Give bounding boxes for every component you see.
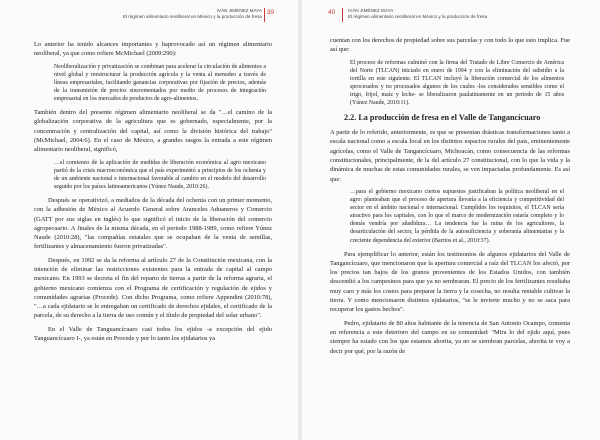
body-paragraph: Después se operativizó, a mediados de la década del ochenta con un primer momento, con la adhesión de México al Acuerdo General sobre Aranceles Aduaneros y Comercio (GATT por sus siglas en inglés) lo que significó el inicio de la liberación del comercio agropecuario. A finales de la misma década, en el periodo 1988-1989, como refiere Yúnez Naude (2010:28), "las compañías estatales que se ocupaban de la venta de semillas, fertilizantes y almacenamiento fueron privatizadas".	[34, 196, 272, 251]
right-page-number: 40	[328, 9, 336, 16]
left-page	[0, 0, 298, 440]
body-paragraph: A partir de lo referido, anteriormente, es que se presentan drásticas transformaciones tanto a escala nacional como a escala local en los distintos espacios rurales del país, eminentemente agrícolas, como el Valle de Tangancícuaro, Michoacán, como consecuencia de las reformas constitucionales, principalmente, de la del artículo 27 constitucional, con lo que la vida y la dinámica de muchas de estas comunidades rurales, se ven impactadas profundamente. Es así que:	[330, 129, 570, 183]
block-quote: …el comienzo de la aplicación de medidas de liberación económica al agro mexicano partió de la crisis macroeconómica que el país experimentó a principios de los ochenta y de un ambiente nacional e internacional favorable al cambio en el modelo del desarrollo seguido por los países latinoamericanos (Yúnez Naude, 2010:26).	[54, 159, 266, 190]
body-paragraph: cuentan con los derechos de propiedad sobre sus parcelas y con todo lo que esto implica. Fue así que:	[330, 37, 570, 54]
right-page	[302, 0, 600, 440]
block-quote: Neoliberalización y privatización se combinan para acelerar la circulación de alimentos a nivel global y reestructurar la producción agrícola y la venta al menudeo a través de líneas empresariales, facilitando ganancias corporativas por fijación de precios, además de la transmisión de precios sincrementados por medio de procesos de integración empresarial en los mercados de productos de agro-alimentos.	[54, 63, 266, 102]
right-running-header	[348, 8, 487, 20]
block-quote: El proceso de reformas culminó con la firma del Tratado de Libre Comercio de América del Norte (TLCAN) iniciado en enero de 1994 y con la eliminación del subsidio a la tortilla en este siguiente. El TLCAN incluyó la liberación comercial de los alimentos sprocesados y no procesados algunos de los cuales -los considerados sensibles como el trigo, frijol, maíz y leche- se liberalizaron paulatinamente en un periodo de 15 años (Yúnez Naude, 2010:11).	[350, 59, 564, 107]
left-header-title: El régimen alimentario neoliberal en México y la producción de fresa	[122, 14, 262, 19]
body-paragraph: También dentro del presente régimen alimentario neoliberal se da "…el camino de la globalización corporativa de la agricultura que es gobernado, especialmente, por la concentración y centralización del capital, así como la división histórica del trabajo" (McMichael, 2004:6). En el caso de México, a grandes rasgos la entrada a este régimen alimentario neoliberal, significó,	[34, 109, 272, 154]
right-header-author: IVÁN JIMÉNEZ MAYA	[348, 8, 394, 13]
right-page-body	[330, 36, 570, 360]
left-header-rule	[264, 8, 265, 22]
left-running-header	[123, 8, 262, 20]
right-header-title: El régimen alimentario neoliberal en México y la producción de fresa	[348, 14, 488, 19]
left-header-author: IVÁN JIMÉNEZ MAYA	[216, 8, 262, 13]
body-paragraph: En el Valle de Tanguancícuaro casi todos los ejidos -a excepción del ejido Tanguancícuaro I-, ya están en Procede y por lo tanto los ejidatarios ya	[34, 325, 272, 343]
body-paragraph: Para ejemplificar lo anterior, están los testimonios de algunos ejidatarios del Valle de Tangancícuaro, que mencionaron que la apertura comercial a raíz del TLCAN los afectó, por los precios tan bajos de los granos provenientes de los Estados Unidos, con también descendió a los campesinos para que ya no sembraran. El precio de los fertilizantes resultaba muy caro y más los costos para preparar la tierra y la cosecha, no resulta rentable cultivar la tierra. Y como mencionaron distintos ejidatarios, "se le invierte mucho y no se saca para recuperar los gastos hechos".	[330, 250, 570, 314]
left-page-number: 39	[266, 9, 274, 16]
body-paragraph: Pedro, ejidatario de 80 años habitante de la tenencia de San Antonio Ocampo, comenta en referencia a este deterioro del campo en su comunidad: "Mira lo del ejido aquí, pues siempre ha estado con los que estamos ahorita, ya no se siembran parcelas, ahorita te voy a decir por qué, por la razón de	[330, 319, 570, 355]
right-header-rule	[342, 8, 343, 22]
block-quote: …para el gobierno mexicano ciertos supuestos justificaban la política neoliberal en el agro: planteaban que el proceso de apertura llevaría a la eficiencia y competitividad del sector en el ámbito nacional e internacional. Cumplidos los requisitos, el TLCAN sería atractivo para los capitales, con lo que el marco de modernización estaría completo y lo demás vendría por añadidura… La tendencia fue la ruina de los agricultores, la desarticulación del sector, la pérdida de la autosuficiencia y soberanía alimentarias y la creciente dependencia del exterior (Barrios et al., 2010:37).	[350, 188, 564, 244]
section-heading: 2.2. La producción de fresa en el Valle de Tangancícuaro	[344, 113, 541, 123]
body-paragraph: Lo anterior ha tenido alcances importantes y haprovocado así un régimen alimentario neoliberal, ya que como refiere McMichael (2009:290):	[34, 41, 272, 58]
left-page-body	[34, 40, 272, 347]
body-paragraph: Después, en 1992 se da la reforma al artículo 27 de la Constitución mexicana, con la intención de eliminar las restricciones existentes para la entrada de capital al campo mexicano. En 1993 se decreta el fin del reparto de tierras a partir de la reforma agraria, el gobierno mexicano comienza con el Programa de certificación y regulación de ejidos y comunidades agrarias (Procede). Con dicho Programa, como refiere Appendini (2010:78), "…a cada ejidatario se le entregaban un certificado de derechos ejidales, el certificado de la parcela, de su derecho a la tierra de uso común y el título de propiedad del solar urbano".	[34, 256, 272, 320]
